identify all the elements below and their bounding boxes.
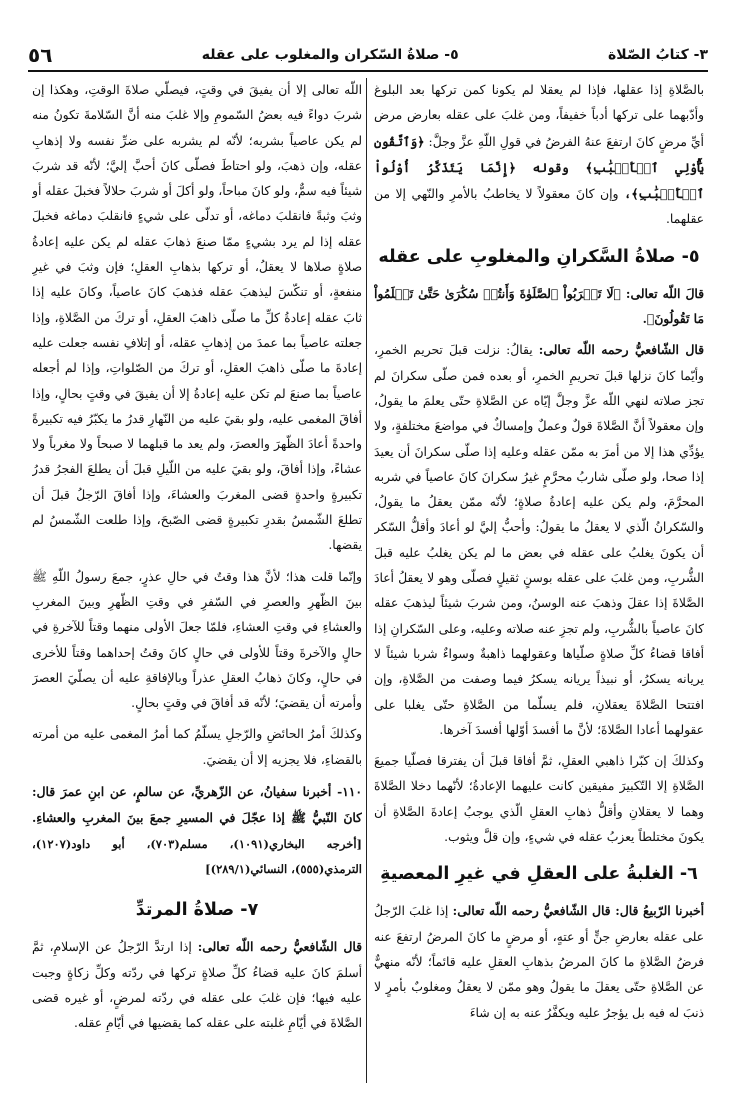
paragraph-text: إذا غلبَ الرّجلُ على عقله بعارضِ جنٍّ أو عتهٍ، أو مرضٍ ما كانَ المرضُ ارتفعَ عنه فرضُ الصَّلاةِ ما كانَ المرضُ بذهابِ العقلِ عليه قائماً؛ لأنّه منهيٌّ عن الصَّلاةِ حتّى يعقلَ ما يقولُ وهو ممّن لا يعقلُ ومغلوبٌ بأمرٍ لا ذنبَ له فيه بل يؤجرُ عليه ويكفَّرُ عنه به إن شاءَ: [374, 904, 704, 1020]
hadith-reference: [أخرجه البخاري(١٠٩١)، مسلم(٧٠٣)، أبو داود(١٢٠٧)، الترمذي(٥٥٥)، النسائي(٢٨٩/١)]: [32, 836, 362, 876]
section-heading-7: ٧- صلاةُ المرتدِّ: [135, 900, 259, 921]
paragraph: [374, 78, 704, 233]
running-header: [28, 42, 708, 68]
quran-verse: قالَ اللّه تعالى: ﴿لَا تَقۡرَبُواْ ٱلصَّلَوٰةَ وَأَنتُمۡ سُكَٰرَىٰ حَتَّىٰ تَعۡلَمُواْ مَا تَقُولُونَ﴾.: [374, 285, 704, 327]
paragraph: [374, 337, 704, 743]
paragraph: اللّه تعالى إلا أن يفيقَ في وقتٍ، فيصلّي صلاةَ الوقتِ، وهكذا إن شربَ دواءً فيه بعضُ السّمومِ وإلا غلبَ منه أنَّ السّلامةَ تكونُ منه لم يكن عاصياً بشربه؛ لأنّه لم يشربه على ضرِّ نفسه ولا إذهابِ عقله، وإن ذهبَ، ولو احتاطَ فصلّى كانَ أحبَّ إليَّ؛ لأنّه قد شربَ شيئاً فيه سمٌّ، ولو كانَ مباحاً، ولو أكلَ أو شربَ حلالاً فخبلَ عقله أو وثبَ وثبةً فانقلبَ دماغه، أو تدلّى على شيءٍ فانقلبَ دماغه فخبلَ عقله إذا لم يرد بشيءٍ ممّا صنعَ ذهابَ عقله لم يكن عليه إعادةُ صلاةٍ صلاها لا يعقلُ، أو تركها بذهابِ العقلِ؛ فإن وثبَ في غيرِ منفعةٍ، أو تنكّسَ ليذهبَ عقله فذهبَ كانَ عاصياً، وكانَ عليه إذا ثابَ عقله إعادةُ كلِّ ما صلّى ذاهبَ العقلِ، أو تركَ من الصَّلاةِ، وإذا جعلته عاصياً بما عمدَ من إذهابِ عقله، أو إتلافِ نفسه جعلت عليه إعادةَ ما صلّى ذاهبَ العقلِ، أو تركَ من الصّلواتِ، وإذا لم أجعله عاصياً بما صنعَ لم تكن عليه إعادةُ إلا أن يفيقَ في وقتٍ بحالٍ، وإذا أفاقَ المغمى عليه، ولو بقيَ عليه من النّهارِ قدرُ ما يكبّرُ فيه تكبيرةً واحدةً أعادَ الظّهرَ والعصرَ، ولم يعد ما قبلهما لا صبحاً ولا مغرباً ولا عشاءً، وإذا أفاقَ، ولو بقيَ عليه من اللّيلِ قبلَ أن يطلعَ الفجرُ قدرُ تكبيرةٍ واحدةٍ قضى المغربَ والعشاءَ، وإذا أفاقَ الرّجلُ قبلَ أن تطلعَ الشّمسُ بقدرِ تكبيرةٍ قضى الصّبحَ، وإذا طلعت الشّمسُ لم يقضها.: [32, 83, 362, 553]
quran-verse: ﴿وَٱتَّقُونِ يَٰٓأُوْلِي ٱلۡأَلۡبَٰبِ﴾ وقوله ﴿إِنَّمَا يَتَذَكَّرُ أُوْلُواْ ٱلۡأَلۡبَٰبِ﴾،: [374, 133, 704, 202]
section-heading-5: ٥- صلاةُ السَّكرانِ والمغلوبِ على عقله: [378, 246, 700, 267]
paragraph-text: وإن كانَ معقولاً لا يخاطبُ بالأمرِ والنّهي إلا من عقلهما.: [374, 187, 704, 227]
chapter-title: ٥- صلاةُ السّكران والمغلوب على عقله: [201, 47, 459, 63]
hadith-text: ١١٠- أخبرنا سفيانُ، عن الزّهريِّ، عن سالمٍ، عن ابنِ عمرَ قال: كانَ النّبيُّ ﷺ إذا عجّلَ في المسيرِ جمعَ بينَ المغربِ والعشاءِ.: [32, 784, 362, 826]
paragraph: وإنّما قلت هذا؛ لأنَّ هذا وقتٌ في حالِ عذرٍ، جمعَ رسولُ اللّهِ ﷺ بينَ الظّهرِ والعصرِ في السّفرِ في وقتِ الظّهرِ وبينَ المغربِ والعشاءِ في وقتِ العشاءِ، فلمّا جعلَ الأولى منهما وقتاً للآخرةِ في حالٍ والآخرةَ وقتاً للأولى في حالٍ كانَ وقتُ إحداهما وقتاً للأخرى في حالٍ، وكانَ ذهابُ العقلِ عذراً وبالإفاقةِ عليه أن يصلّيَ العصرَ وأمرته أن يقضيَ؛ لأنّه قد أفاقَ في وقتٍ بحالٍ.: [32, 569, 362, 711]
book-section-title: ٣- كتابُ الصّلاة: [607, 47, 708, 63]
paragraph-text: بالصَّلاةِ إذا عقلها، فإذا لم يعقلا لم يكونا كمن تركها بعد البلوغ وأدّبهما على تركها أدباً خفيفاً، ومن غلبَ على عقله بعارض مرض أيِّ مرضٍ كانَ ارتفعَ عنهُ الفرضُ في قولِ اللّهِ عزَّ وجلَّ:: [374, 83, 704, 149]
left-column: [32, 78, 362, 1088]
paragraph: وكذلكَ إن كبّرا ذاهبي العقلِ، ثمَّ أفاقا قبلَ أن يفترقا فصلّيا جميعَ الصَّلاةِ إلا التّكبيرَ مفيقين كانت عليهما الإعادةُ؛ لأنّهما دخلا الصَّلاةَ وهما لا يعقلانِ وأقلُّ ذهابِ العقلِ الّذي يوجبُ إعادةَ الصَّلاةِ أن يكونَ مختلطاً يعزبُ عقله في شيءٍ، وإن قلَّ ويثوب.: [374, 754, 704, 845]
paragraph: [374, 898, 704, 1025]
speaker-lead: قال الشّافعيُّ رحمه اللّه تعالى:: [197, 939, 362, 955]
paragraph: وكذلكَ أمرُ الحائضِ والرّجلِ يسلّمُ كما أمرُ المغمى عليه من أمرته بالقضاءِ، فلا يجزيه إلا أن يقضيَ.: [32, 727, 362, 767]
column-divider: [366, 78, 367, 1083]
speaker-lead: أخبرنا الرّبيعُ قال: قال الشّافعيُّ رحمه اللّه تعالى:: [452, 903, 704, 919]
paragraph: [32, 934, 362, 1036]
right-column: [374, 78, 704, 1088]
hadith: [32, 779, 362, 882]
page-number: ٥٦: [28, 43, 53, 67]
section-heading-6: ٦- الغلبةُ على العقلِ في غيرِ المعصيةِ: [380, 864, 698, 885]
paragraph-text: إذا ارتدَّ الرّجلُ عن الإسلامِ، ثمَّ أسلمَ كانَ عليه قضاءُ كلِّ صلاةٍ تركها في ردّته وكلِّ زكاةٍ وجبت عليه فيها؛ فإن غلبَ على عقله في ردّته لمرضٍ، أو غيره قضى الصَّلاةَ في أيّامِ غلبته على عقله كما يقضيها في أيّامِ عقله.: [32, 940, 362, 1031]
speaker-lead: قال الشّافعيُّ رحمه اللّه تعالى:: [538, 342, 704, 358]
header-rule: [28, 70, 708, 72]
paragraph-text: يقالُ: نزلت قبلَ تحريم الخمرِ، وأيّما كانَ نزلها قبلَ تحريمِ الخمرِ، أو بعده فمن صلّى سكرانَ لم تجز صلاته لنهي اللّه عزَّ وجلَّ إيّاه عن الصَّلاةِ حتّى يعلمَ ما يقولُ، وإن معقولاً أنَّ الصَّلاةَ قولٌ وعملٌ وإمساكٌ في مواضعَ مختلفةٍ، ولا يؤدِّي هذا إلا من أمرَ به ممّن عقله وعليه إذا صلّى سكرانَ أن يعيدَ إذا صحا، ولو صلّى شاربُ محرَّمٍ غيرُ سكرانَ كانَ عاصياً في شربه المحرَّمَ، ولم يكن عليه إعادةُ صلاةٍ؛ لأنّه ممّن يعقلُ ما يقولُ، والسّكرانُ الّذي لا يعقلُ ما يقولُ: وأحبُّ إليَّ لو أعادَ وأقلُّ السّكر أن يكونَ يغلبُ على عقله في بعض ما لم يكن يغلبُ عليه قبلَ الشُّربِ، ومن غلبَ على عقله بوسنٍ ثقيلٍ فصلّى وهو لا يعقلُ أعادَ الصَّلاةَ إذا عقلَ وذهبَ عنه الوسنُ، ومن شربَ شيئاً ليذهبَ عقله كانَ عاصياً بالشُّربِ، ولم تجزِ عنه صلاته وعليه، وعلى السّكرانِ إذا أفاقا قضاءُ كلِّ صلاةٍ صلّياها وعقولهما ذاهبةٌ وسواءٌ شربا شيئاً لا يريانه يسكرُ، أو نبيذاً يريانه يسكرُ فيما وصفت من الصَّلاةِ، وإن افتتحا الصَّلاةَ يعقلانِ، فلم يسلّما من الصَّلاةِ حتّى يغلبا على عقولهما أعادا الصَّلاةَ؛ لأنَّ ما أفسدَ أوّلها أفسدَ آخرها.: [374, 343, 704, 737]
